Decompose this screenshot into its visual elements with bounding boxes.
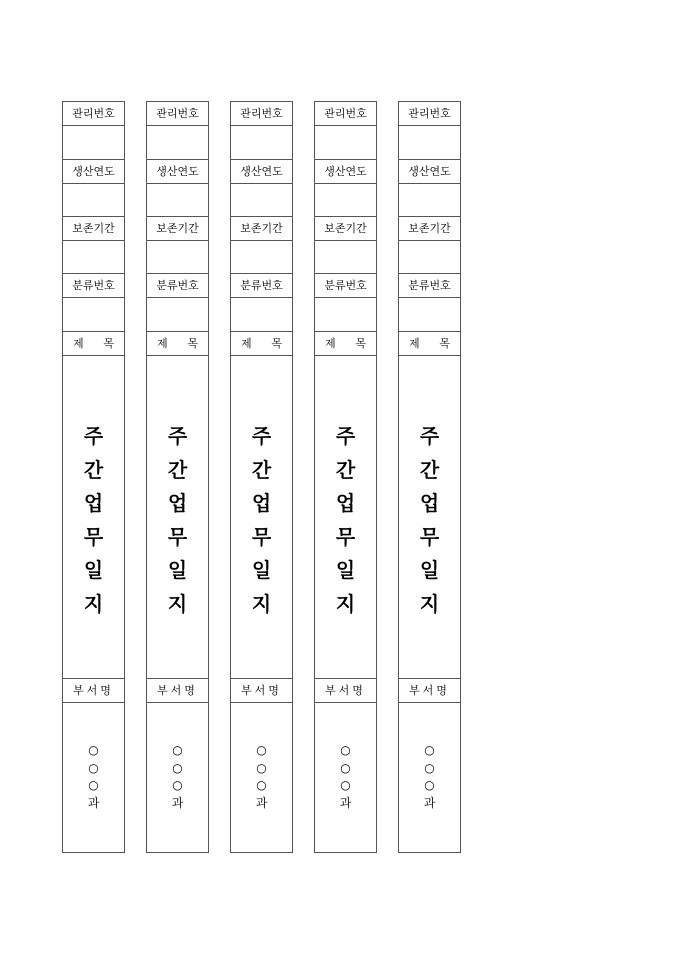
mgmt-no-header: 관리번호 — [399, 102, 460, 126]
class-no-header: 분류번호 — [231, 273, 292, 298]
title-header-char: 제 — [157, 337, 168, 350]
title-header — [63, 331, 124, 356]
title-char: 일 — [335, 558, 356, 582]
title-header — [399, 331, 460, 356]
title-char: 주 — [251, 424, 272, 448]
title-char: 간 — [335, 457, 356, 482]
title-char: 업 — [167, 491, 188, 515]
title-char: 일 — [167, 558, 188, 582]
title-char: 무 — [251, 524, 272, 549]
title-char: 지 — [419, 591, 440, 616]
title-char: 지 — [83, 591, 104, 616]
dept-char: ○ — [340, 760, 351, 775]
dept-text — [315, 742, 376, 812]
mgmt-no-header: 관리번호 — [231, 102, 292, 126]
title-char: 무 — [83, 524, 104, 549]
prod-year-header: 생산연도 — [315, 159, 376, 184]
dept-text — [399, 742, 460, 812]
dept-header: 부서명 — [63, 678, 124, 703]
title-text — [147, 420, 208, 621]
dept-text — [63, 742, 124, 812]
spine-label — [230, 101, 293, 853]
class-no-header: 분류번호 — [63, 273, 124, 298]
title-char: 간 — [419, 457, 440, 482]
spine-label — [314, 101, 377, 853]
title-header-char: 목 — [187, 337, 198, 350]
retention-header: 보존기간 — [231, 216, 292, 241]
dept-char: 과 — [171, 795, 184, 810]
title-char: 지 — [335, 591, 356, 616]
title-char: 주 — [167, 424, 188, 448]
title-char: 업 — [83, 491, 104, 515]
dept-char: 과 — [423, 795, 436, 810]
dept-char: ○ — [88, 778, 99, 792]
dept-char: ○ — [172, 778, 183, 792]
title-char: 일 — [419, 558, 440, 582]
dept-char: ○ — [172, 743, 183, 757]
title-char: 업 — [251, 491, 272, 515]
title-header-char: 목 — [271, 337, 282, 350]
title-char: 무 — [419, 524, 440, 549]
dept-char: ○ — [88, 760, 99, 775]
spine-label — [146, 101, 209, 853]
title-text — [399, 420, 460, 621]
title-char: 지 — [251, 591, 272, 616]
dept-header: 부서명 — [147, 678, 208, 703]
dept-char: ○ — [424, 743, 435, 757]
dept-char: 과 — [87, 795, 100, 810]
title-header-char: 목 — [355, 337, 366, 350]
class-no-header: 분류번호 — [147, 273, 208, 298]
title-header — [231, 331, 292, 356]
retention-header: 보존기간 — [147, 216, 208, 241]
title-char: 일 — [251, 558, 272, 582]
retention-header: 보존기간 — [315, 216, 376, 241]
retention-header: 보존기간 — [399, 216, 460, 241]
dept-char: ○ — [340, 743, 351, 757]
title-text — [231, 420, 292, 621]
title-char: 주 — [335, 424, 356, 448]
title-char: 무 — [335, 524, 356, 549]
retention-header: 보존기간 — [63, 216, 124, 241]
title-header-char: 제 — [73, 337, 84, 350]
title-char: 업 — [335, 491, 356, 515]
dept-char: ○ — [340, 778, 351, 792]
title-char: 주 — [83, 424, 104, 448]
class-no-header: 분류번호 — [399, 273, 460, 298]
dept-header: 부서명 — [231, 678, 292, 703]
title-header — [315, 331, 376, 356]
title-char: 일 — [83, 558, 104, 582]
spine-label — [398, 101, 461, 853]
title-char: 업 — [419, 491, 440, 515]
title-char: 지 — [167, 591, 188, 616]
dept-header: 부서명 — [315, 678, 376, 703]
title-char: 간 — [83, 457, 104, 482]
title-header-char: 목 — [103, 337, 114, 350]
mgmt-no-header: 관리번호 — [147, 102, 208, 126]
title-char: 간 — [251, 457, 272, 482]
title-header-char: 목 — [439, 337, 450, 350]
dept-char: ○ — [256, 778, 267, 792]
title-header-char: 제 — [325, 337, 336, 350]
dept-char: ○ — [88, 743, 99, 757]
prod-year-header: 생산연도 — [231, 159, 292, 184]
title-header — [147, 331, 208, 356]
mgmt-no-header: 관리번호 — [63, 102, 124, 126]
dept-char: ○ — [172, 760, 183, 775]
dept-char: ○ — [424, 760, 435, 775]
dept-char: 과 — [255, 795, 268, 810]
dept-text — [231, 742, 292, 812]
spine-label — [62, 101, 125, 853]
title-char: 간 — [167, 457, 188, 482]
dept-char: ○ — [256, 743, 267, 757]
dept-header: 부서명 — [399, 678, 460, 703]
spine-labels — [62, 101, 461, 853]
prod-year-header: 생산연도 — [147, 159, 208, 184]
title-char: 주 — [419, 424, 440, 448]
dept-text — [147, 742, 208, 812]
dept-char: 과 — [339, 795, 352, 810]
title-header-char: 제 — [241, 337, 252, 350]
class-no-header: 분류번호 — [315, 273, 376, 298]
title-header-char: 제 — [409, 337, 420, 350]
title-char: 무 — [167, 524, 188, 549]
prod-year-header: 생산연도 — [63, 159, 124, 184]
mgmt-no-header: 관리번호 — [315, 102, 376, 126]
dept-char: ○ — [256, 760, 267, 775]
prod-year-header: 생산연도 — [399, 159, 460, 184]
title-text — [315, 420, 376, 621]
title-text — [63, 420, 124, 621]
dept-char: ○ — [424, 778, 435, 792]
